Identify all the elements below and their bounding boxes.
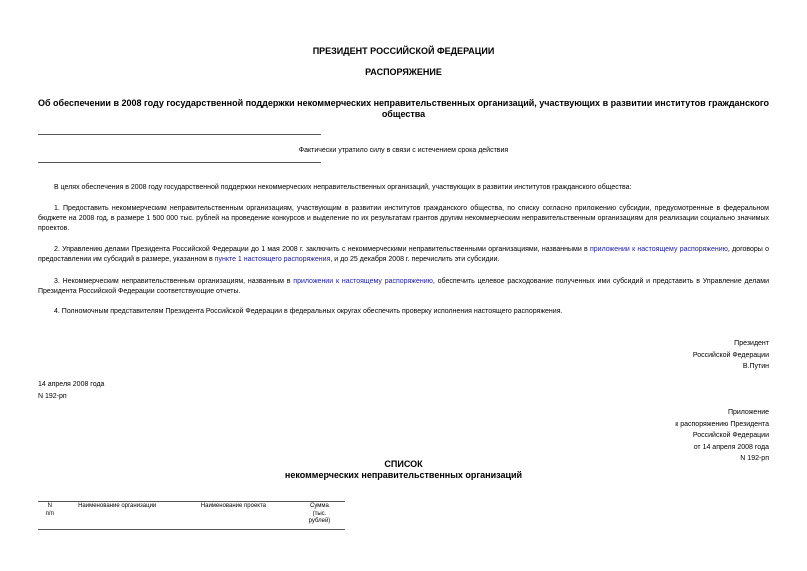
column-sum (294, 502, 345, 530)
list-title: СПИСОК (384, 459, 423, 469)
signature-name: В.Путин (742, 363, 769, 370)
document-date: 14 апреля 2008 года (38, 381, 105, 388)
signature-block (693, 338, 769, 373)
column-organization: Наименование организации (78, 503, 157, 509)
column-sum-label-2: (тыс. (312, 510, 327, 517)
paragraph-4: 4. Полномочным представителям Президента Российской Федерации в федеральных округах обеспечить проверку исполнения настоящего распоряжения. (54, 308, 563, 315)
column-project: Наименование проекта (200, 503, 267, 509)
appendix-link[interactable]: приложении к настоящему распоряжению (589, 246, 728, 253)
signature-title: Президент (734, 340, 769, 347)
column-number (38, 502, 61, 530)
document-title: Об обеспечении в 2008 году государственной поддержки некоммерческих неправительственных организаций, участвующих в развитии институтов гражданского общества (38, 98, 770, 119)
paragraph-2-text-c: , и до 25 декабря 2008 г. перечислить эти субсидии. (330, 256, 500, 263)
document-type: РАСПОРЯЖЕНИЕ (365, 67, 442, 77)
column-number-label-1: N (47, 503, 52, 509)
issuer-title: ПРЕЗИДЕНТ РОССИЙСКОЙ ФЕДЕРАЦИИ (312, 46, 495, 56)
appendix-ref-2: Российской Федерации (692, 432, 769, 439)
clause-1-link[interactable]: пункте 1 настоящего распоряжения (214, 256, 331, 263)
list-subtitle: некоммерческих неправительственных организаций (284, 470, 523, 480)
appendix-ref-number: N 192-рп (740, 455, 769, 462)
column-sum-label-3: рублей) (308, 518, 331, 524)
paragraph-2 (38, 245, 769, 265)
paragraph-3 (38, 277, 769, 297)
appendix-ref-1: к распоряжению Президента (675, 420, 769, 428)
paragraph-2-text-b: , договоры о предоставлении им субсидий в размере, указанном в (38, 246, 769, 263)
paragraph-3-text-a: 3. Некоммерческим неправительственным организациям, названным в (54, 278, 294, 285)
document-number: N 192-рп (38, 392, 67, 400)
paragraph-intro: В целях обеспечения в 2008 году государственной поддержки некоммерческих неправительственных организаций, участвующих в развитии институтов гражданского общества: (54, 184, 632, 191)
appendix-link-2[interactable]: приложении к настоящему распоряжению (293, 278, 433, 285)
status-note: Фактически утратило силу в связи с истечением срока действия (298, 147, 509, 154)
column-sum-label-1: Сумма (310, 503, 329, 509)
column-number-label-2: п/п (45, 510, 54, 517)
appendix-block (675, 407, 769, 465)
paragraph-3-text-b: , обеспечить целевое расходование полученных ими субсидий и представить в Управление делами Президента Российской Федерации соответствующие отчеты. (38, 278, 769, 295)
paragraph-2-text-a: 2. Управлению делами Президента Российской Федерации до 1 мая 2008 г. заключить с некоммерческими неправительственными организациями, названными в (54, 246, 590, 253)
signature-title-2: Российской Федерации (692, 351, 769, 359)
table-header-row (38, 502, 345, 530)
appendix-ref-date: от 14 апреля 2008 года (693, 443, 769, 451)
divider-top (38, 134, 321, 135)
paragraph-1: 1. Предоставить некоммерческим неправительственным организациям, участвующим в развитии институтов гражданского общества, по списку согласно приложению субсидии, предусмотренные в федеральном бюджете на 2008 год, в размере 1 500 000 тыс. рублей на проведение конкурсов и выделение по их результатам грантов другим некоммерческим неправительственным организациям для реализации социально значимых проектов. (38, 205, 769, 232)
organizations-table (38, 501, 345, 530)
appendix-label: Приложение (727, 409, 769, 416)
date-block (38, 379, 104, 402)
divider-bottom (38, 162, 321, 163)
